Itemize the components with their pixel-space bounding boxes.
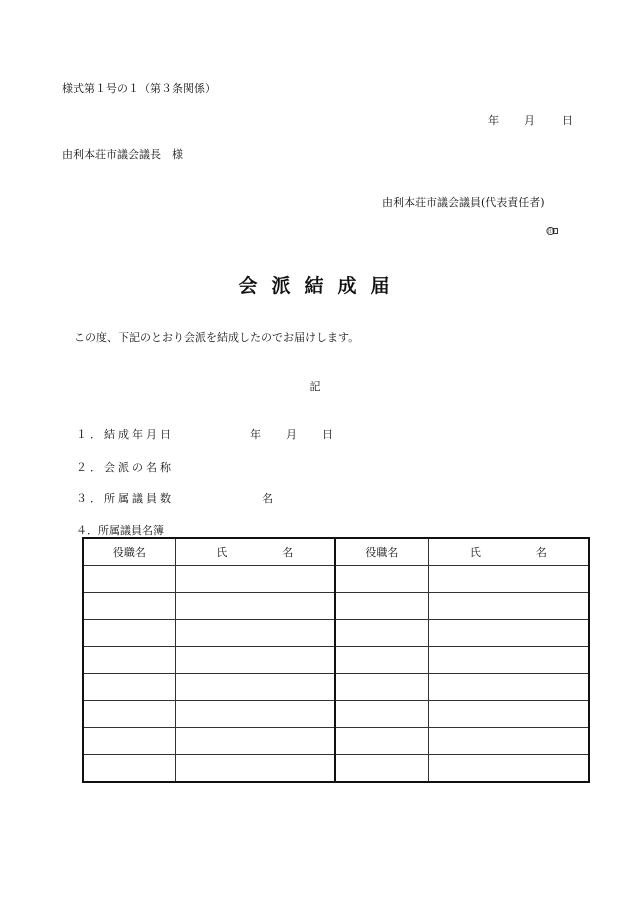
position-cell[interactable] [83,755,175,783]
table-row [83,728,589,755]
item-faction-name-label: ２．会派の名称 [76,461,174,474]
position-cell[interactable] [335,647,428,674]
name-cell[interactable] [428,593,589,620]
table-row [83,593,589,620]
submission-date [488,112,573,128]
position-cell[interactable] [83,566,175,593]
item-formation-date-label: １．結成年月日 [76,428,174,441]
position-cell[interactable] [335,701,428,728]
name-cell[interactable] [428,647,589,674]
header-name-text: 氏 名 [469,546,569,559]
position-cell[interactable] [335,728,428,755]
roster-header-row [83,538,589,566]
formation-year-label: 年 [250,428,261,441]
name-cell[interactable] [428,701,589,728]
name-cell[interactable] [175,755,335,783]
position-cell[interactable] [335,593,428,620]
table-row [83,701,589,728]
ki-heading: 記 [309,380,321,393]
header-name [175,538,335,566]
formation-month-label: 月 [286,428,297,441]
date-day-label: 日 [562,114,573,127]
name-cell[interactable] [428,674,589,701]
position-cell[interactable] [335,674,428,701]
member-count-unit: 名 [262,492,273,505]
name-cell[interactable] [175,647,335,674]
position-cell[interactable] [83,728,175,755]
addressee: 由利本荘市議会議長 様 [62,148,183,161]
name-cell[interactable] [428,620,589,647]
header-name [428,538,589,566]
position-cell[interactable] [335,755,428,783]
seal-mark-icon [546,226,558,236]
name-cell[interactable] [428,755,589,783]
header-position: 役職名 [83,538,175,566]
date-year-label: 年 [488,114,499,127]
position-cell[interactable] [335,566,428,593]
table-row [83,566,589,593]
header-name-text: 氏 名 [216,546,316,559]
name-cell[interactable] [175,674,335,701]
table-row [83,755,589,783]
position-cell[interactable] [83,674,175,701]
member-roster-table [82,537,590,783]
svg-text:印: 印 [547,229,554,235]
name-cell[interactable] [175,566,335,593]
item-member-count-label: ３．所属議員数 [76,492,174,505]
form-number: 様式第１号の１（第３条関係） [62,82,216,95]
document-title: 会派結成届 [238,275,404,297]
item-member-roster-label: ４．所属議員名簿 [76,524,164,537]
sender: 由利本荘市議会議員(代表責任者) [382,196,545,209]
intro-text: この度、下記のとおり会派を結成したのでお届けします。 [74,331,360,344]
formation-day-label: 日 [322,428,333,441]
position-cell[interactable] [335,620,428,647]
date-month-label: 月 [524,114,535,127]
position-cell[interactable] [83,620,175,647]
name-cell[interactable] [428,728,589,755]
name-cell[interactable] [175,620,335,647]
name-cell[interactable] [175,593,335,620]
header-position: 役職名 [335,538,428,566]
position-cell[interactable] [83,701,175,728]
name-cell[interactable] [175,701,335,728]
name-cell[interactable] [175,728,335,755]
table-row [83,620,589,647]
position-cell[interactable] [83,593,175,620]
table-row [83,674,589,701]
item-formation-date-fields [250,426,333,442]
position-cell[interactable] [83,647,175,674]
name-cell[interactable] [428,566,589,593]
table-row [83,647,589,674]
